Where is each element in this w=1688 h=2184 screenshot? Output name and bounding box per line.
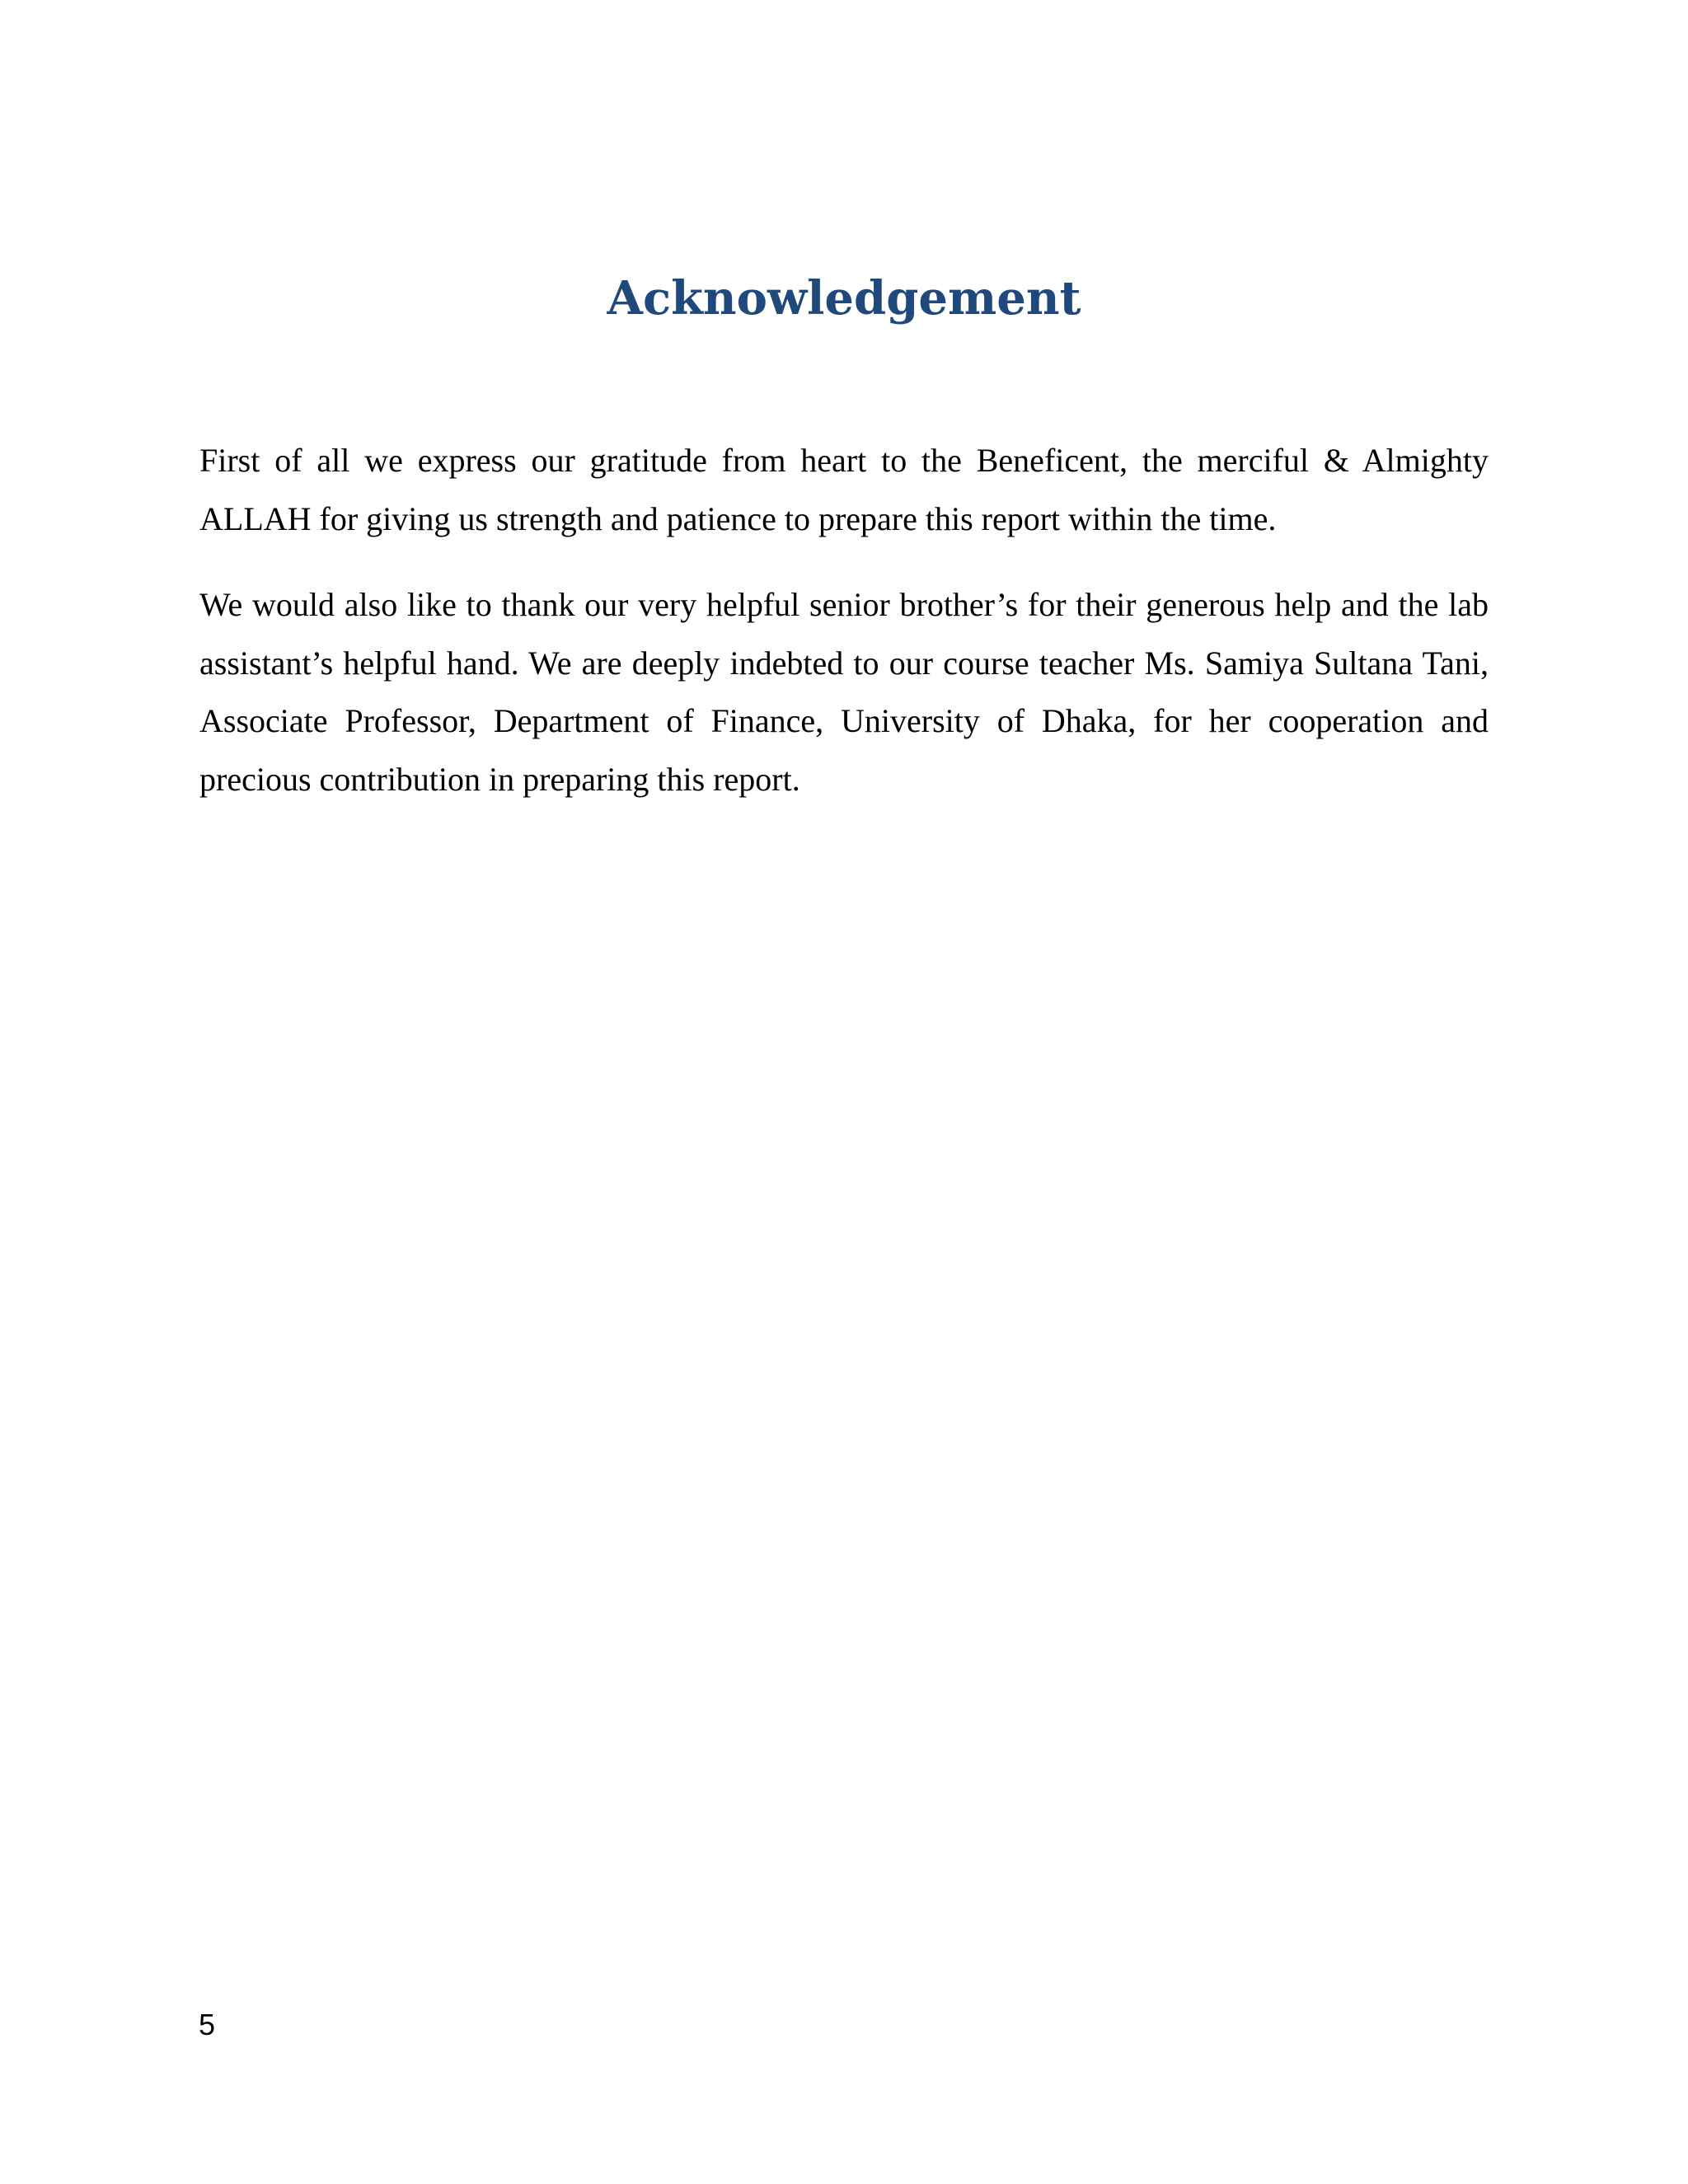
paragraph-gratitude: First of all we express our gratitude from heart to the Beneficent, the merciful & Almighty ALLAH for giving us strength and patience to prepare this report within the time. — [199, 442, 1489, 537]
page-title: Acknowledgement — [607, 271, 1081, 326]
acknowledgement-body — [199, 432, 1489, 837]
page-number: 5 — [199, 2008, 216, 2041]
paragraph-thanks: We would also like to thank our very helpful senior brother’s for their generous help and the lab assistant’s helpful hand. We are deeply indebted to our course teacher Ms. Samiya Sultana Tani, Associate Professor, Department of Finance, University of Dhaka, for her cooperation and precious contribution in preparing this report. — [199, 586, 1489, 798]
